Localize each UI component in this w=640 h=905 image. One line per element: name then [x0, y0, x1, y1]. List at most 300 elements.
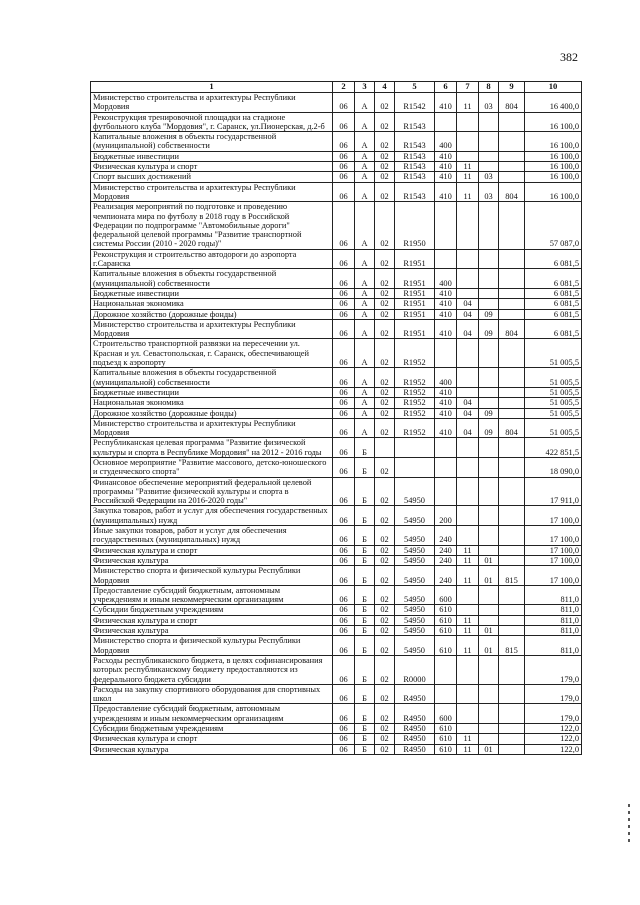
row-name-cell: Субсидии бюджетным учреждениям [91, 724, 333, 734]
column-header: 3 [355, 82, 375, 93]
code-cell [499, 477, 525, 506]
code-cell: 410 [435, 172, 457, 182]
code-cell: 06 [333, 408, 355, 418]
code-cell [479, 151, 499, 161]
code-cell [435, 339, 457, 368]
code-cell: 02 [375, 605, 395, 615]
code-cell: 04 [457, 398, 479, 408]
code-cell [479, 202, 499, 249]
amount-cell: 57 087,0 [525, 202, 582, 249]
code-cell: 11 [457, 182, 479, 202]
code-cell: А [355, 319, 375, 339]
code-cell: R1951 [395, 299, 435, 309]
code-cell: 804 [499, 182, 525, 202]
code-cell: 06 [333, 151, 355, 161]
code-cell: R1543 [395, 151, 435, 161]
code-cell: 610 [435, 744, 457, 754]
code-cell [479, 734, 499, 744]
code-cell: 240 [435, 566, 457, 586]
code-cell: R1950 [395, 202, 435, 249]
code-cell [499, 605, 525, 615]
row-name-cell: Расходы республиканского бюджета, в целях софинансирования которых республиканскому бюджету предоставляются из федерального бюджета субсидии [91, 655, 333, 684]
code-cell: 06 [333, 319, 355, 339]
amount-cell: 811,0 [525, 626, 582, 636]
code-cell: R1542 [395, 93, 435, 113]
row-name-cell: Финансовое обеспечение мероприятий федеральной целевой программы "Развитие физической культуры и спорта в Российской Федерации на 2016-2020 годы" [91, 477, 333, 506]
row-name-cell: Спорт высших достижений [91, 172, 333, 182]
column-header: 4 [375, 82, 395, 93]
table-row [91, 249, 582, 269]
code-cell: Б [355, 477, 375, 506]
code-cell: 02 [375, 655, 395, 684]
code-cell: Б [355, 566, 375, 586]
code-cell: R4950 [395, 724, 435, 734]
amount-cell: 6 081,5 [525, 299, 582, 309]
column-header: 1 [91, 82, 333, 93]
code-cell: 02 [375, 734, 395, 744]
table-row [91, 202, 582, 249]
table-row [91, 585, 582, 605]
code-cell: 06 [333, 506, 355, 526]
code-cell: 04 [457, 408, 479, 418]
code-cell: 06 [333, 162, 355, 172]
code-cell: 06 [333, 684, 355, 704]
code-cell: А [355, 339, 375, 368]
code-cell [457, 387, 479, 397]
code-cell [435, 457, 457, 477]
code-cell: 02 [375, 93, 395, 113]
code-cell: 06 [333, 299, 355, 309]
row-name-cell: Реализация мероприятий по подготовке и проведению чемпионата мира по футболу в 2018 году в Российской Федерации по подпрограмме "Автомобильные дороги" федеральной целевой программы "Развитие транспортной системы России (2010 - 2020 годы)" [91, 202, 333, 249]
code-cell [479, 162, 499, 172]
code-cell: R1951 [395, 309, 435, 319]
code-cell: R1952 [395, 368, 435, 388]
row-name-cell: Строительство транспортной развязки на пересечении ул. Красная и ул. Севастопольская, г. Саранск, обеспечивающей подъезд к аэропорту [91, 339, 333, 368]
code-cell [499, 339, 525, 368]
code-cell: 410 [435, 319, 457, 339]
code-cell: А [355, 151, 375, 161]
table-row [91, 566, 582, 586]
code-cell [457, 457, 479, 477]
row-name-cell: Физическая культура [91, 744, 333, 754]
code-cell: 410 [435, 387, 457, 397]
row-name-cell: Бюджетные инвестиции [91, 387, 333, 397]
amount-cell: 811,0 [525, 605, 582, 615]
code-cell: R1543 [395, 162, 435, 172]
column-header: 2 [333, 82, 355, 93]
code-cell: R1952 [395, 339, 435, 368]
code-cell: 815 [499, 566, 525, 586]
code-cell: 06 [333, 172, 355, 182]
code-cell: 02 [375, 269, 395, 289]
code-cell: 11 [457, 566, 479, 586]
code-cell: 06 [333, 566, 355, 586]
code-cell: А [355, 387, 375, 397]
header-row [91, 82, 582, 93]
amount-cell: 6 081,5 [525, 319, 582, 339]
amount-cell: 51 005,5 [525, 387, 582, 397]
amount-cell: 18 090,0 [525, 457, 582, 477]
column-header: 10 [525, 82, 582, 93]
row-name-cell: Министерство строительства и архитектуры Республики Мордовия [91, 418, 333, 438]
amount-cell: 422 851,5 [525, 438, 582, 458]
code-cell: 610 [435, 605, 457, 615]
code-cell [499, 249, 525, 269]
code-cell: 03 [479, 93, 499, 113]
row-name-cell: Дорожное хозяйство (дорожные фонды) [91, 408, 333, 418]
code-cell [479, 398, 499, 408]
code-cell [499, 655, 525, 684]
code-cell: 02 [375, 151, 395, 161]
table-row [91, 309, 582, 319]
amount-cell: 51 005,5 [525, 418, 582, 438]
code-cell [457, 151, 479, 161]
code-cell: 02 [375, 202, 395, 249]
code-cell: 02 [375, 172, 395, 182]
code-cell [479, 368, 499, 388]
code-cell: 06 [333, 724, 355, 734]
code-cell: Б [355, 555, 375, 565]
code-cell [499, 545, 525, 555]
code-cell: R1543 [395, 182, 435, 202]
code-cell [479, 615, 499, 625]
table-row [91, 172, 582, 182]
code-cell [499, 368, 525, 388]
table-row [91, 734, 582, 744]
amount-cell: 17 100,0 [525, 545, 582, 555]
code-cell: 240 [435, 526, 457, 546]
code-cell [499, 112, 525, 132]
table-row [91, 339, 582, 368]
row-name-cell: Физическая культура и спорт [91, 162, 333, 172]
code-cell: R1951 [395, 319, 435, 339]
row-name-cell: Предоставление субсидий бюджетным, автономным учреждениям и иным некоммерческим организациям [91, 585, 333, 605]
code-cell: Б [355, 526, 375, 546]
code-cell: 06 [333, 387, 355, 397]
code-cell [479, 457, 499, 477]
code-cell: Б [355, 655, 375, 684]
table-row [91, 93, 582, 113]
code-cell: 600 [435, 585, 457, 605]
table-row [91, 398, 582, 408]
code-cell: 06 [333, 398, 355, 408]
code-cell: 02 [375, 545, 395, 555]
code-cell [499, 526, 525, 546]
code-cell: Б [355, 684, 375, 704]
code-cell: 02 [375, 398, 395, 408]
code-cell: 11 [457, 636, 479, 656]
code-cell: 06 [333, 704, 355, 724]
code-cell: 410 [435, 151, 457, 161]
code-cell: 06 [333, 477, 355, 506]
row-name-cell: Бюджетные инвестиции [91, 288, 333, 298]
code-cell [499, 555, 525, 565]
code-cell: Б [355, 457, 375, 477]
code-cell [457, 526, 479, 546]
code-cell [479, 299, 499, 309]
code-cell: 06 [333, 615, 355, 625]
code-cell: 02 [375, 566, 395, 586]
table-row [91, 704, 582, 724]
code-cell: 02 [375, 684, 395, 704]
amount-cell: 17 100,0 [525, 526, 582, 546]
code-cell [457, 506, 479, 526]
code-cell: 06 [333, 132, 355, 152]
code-cell [499, 704, 525, 724]
code-cell [499, 288, 525, 298]
code-cell: 54950 [395, 545, 435, 555]
code-cell: 54950 [395, 605, 435, 615]
code-cell: 02 [375, 636, 395, 656]
code-cell [499, 457, 525, 477]
row-name-cell: Национальная экономика [91, 398, 333, 408]
code-cell [435, 684, 457, 704]
table-row [91, 477, 582, 506]
code-cell: R4950 [395, 684, 435, 704]
table-row [91, 636, 582, 656]
code-cell [499, 615, 525, 625]
table-row [91, 457, 582, 477]
amount-cell: 811,0 [525, 636, 582, 656]
code-cell: 804 [499, 319, 525, 339]
code-cell [499, 387, 525, 397]
code-cell: 410 [435, 309, 457, 319]
code-cell: 11 [457, 93, 479, 113]
row-name-cell: Основное мероприятие "Развитие массового, детско-юношеского и студенческого спорта" [91, 457, 333, 477]
table-row [91, 605, 582, 615]
row-name-cell: Физическая культура [91, 626, 333, 636]
row-name-cell: Национальная экономика [91, 299, 333, 309]
code-cell: 410 [435, 418, 457, 438]
code-cell: 03 [479, 172, 499, 182]
code-cell: R4950 [395, 744, 435, 754]
code-cell: А [355, 202, 375, 249]
table-row [91, 545, 582, 555]
code-cell: 02 [375, 418, 395, 438]
code-cell [479, 269, 499, 289]
code-cell: А [355, 299, 375, 309]
code-cell: А [355, 93, 375, 113]
code-cell: 410 [435, 288, 457, 298]
code-cell: 400 [435, 368, 457, 388]
code-cell: А [355, 408, 375, 418]
code-cell: 09 [479, 408, 499, 418]
code-cell: 804 [499, 418, 525, 438]
code-cell [479, 506, 499, 526]
code-cell [395, 438, 435, 458]
table-row [91, 408, 582, 418]
code-cell [457, 585, 479, 605]
code-cell: А [355, 288, 375, 298]
table-row [91, 319, 582, 339]
amount-cell: 16 400,0 [525, 93, 582, 113]
code-cell [457, 477, 479, 506]
code-cell: 11 [457, 626, 479, 636]
amount-cell: 16 100,0 [525, 182, 582, 202]
code-cell: 02 [375, 319, 395, 339]
amount-cell: 16 100,0 [525, 151, 582, 161]
code-cell: 410 [435, 299, 457, 309]
code-cell: А [355, 182, 375, 202]
code-cell [479, 339, 499, 368]
code-cell: 01 [479, 626, 499, 636]
code-cell [479, 545, 499, 555]
code-cell: 240 [435, 545, 457, 555]
code-cell: А [355, 418, 375, 438]
code-cell [457, 605, 479, 615]
code-cell: 240 [435, 555, 457, 565]
row-name-cell: Иные закупки товаров, работ и услуг для обеспечения государственных (муниципальных) нужд [91, 526, 333, 546]
row-name-cell: Капитальные вложения в объекты государственной (муниципальной) собственности [91, 269, 333, 289]
table-row [91, 506, 582, 526]
code-cell: 04 [457, 319, 479, 339]
code-cell [435, 655, 457, 684]
code-cell [499, 398, 525, 408]
row-name-cell: Республиканская целевая программа "Развитие физической культуры и спорта в Республике Мордовия" на 2012 - 2016 годы [91, 438, 333, 458]
code-cell: 11 [457, 162, 479, 172]
amount-cell: 51 005,5 [525, 368, 582, 388]
amount-cell: 179,0 [525, 655, 582, 684]
code-cell: 06 [333, 636, 355, 656]
code-cell [457, 112, 479, 132]
code-cell: 54950 [395, 566, 435, 586]
row-name-cell: Министерство строительства и архитектуры Республики Мордовия [91, 319, 333, 339]
amount-cell: 51 005,5 [525, 408, 582, 418]
code-cell: А [355, 398, 375, 408]
amount-cell: 16 100,0 [525, 132, 582, 152]
code-cell: 02 [375, 132, 395, 152]
column-header: 7 [457, 82, 479, 93]
code-cell: 01 [479, 744, 499, 754]
row-name-cell: Расходы на закупку спортивного оборудования для спортивных школ [91, 684, 333, 704]
code-cell: R4950 [395, 734, 435, 744]
code-cell [435, 477, 457, 506]
code-cell: 815 [499, 636, 525, 656]
code-cell: 06 [333, 545, 355, 555]
code-cell [479, 585, 499, 605]
code-cell: 54950 [395, 526, 435, 546]
code-cell: 06 [333, 438, 355, 458]
table-row [91, 368, 582, 388]
code-cell: 410 [435, 93, 457, 113]
code-cell: R1543 [395, 172, 435, 182]
code-cell: R1952 [395, 408, 435, 418]
code-cell: 11 [457, 615, 479, 625]
row-name-cell: Капитальные вложения в объекты государственной (муниципальной) собственности [91, 132, 333, 152]
page-number: 382 [560, 50, 578, 64]
code-cell: 06 [333, 526, 355, 546]
code-cell: R1952 [395, 398, 435, 408]
code-cell: 06 [333, 202, 355, 249]
code-cell: 804 [499, 93, 525, 113]
code-cell: А [355, 172, 375, 182]
code-cell: 06 [333, 734, 355, 744]
code-cell: 06 [333, 555, 355, 565]
column-header: 6 [435, 82, 457, 93]
row-name-cell: Субсидии бюджетным учреждениям [91, 605, 333, 615]
row-name-cell: Предоставление субсидий бюджетным, автономным учреждениям и иным некоммерческим организациям [91, 704, 333, 724]
code-cell: R1952 [395, 387, 435, 397]
code-cell: R1951 [395, 249, 435, 269]
code-cell: R4950 [395, 704, 435, 724]
code-cell: 54950 [395, 585, 435, 605]
code-cell [457, 438, 479, 458]
code-cell: 04 [457, 309, 479, 319]
code-cell: Б [355, 636, 375, 656]
code-cell: 54950 [395, 636, 435, 656]
code-cell: 02 [375, 162, 395, 172]
code-cell: 02 [375, 288, 395, 298]
code-cell: 02 [375, 615, 395, 625]
code-cell [479, 288, 499, 298]
code-cell: 610 [435, 734, 457, 744]
row-name-cell: Физическая культура и спорт [91, 734, 333, 744]
row-name-cell: Закупка товаров, работ и услуг для обеспечения государственных (муниципальных) нужд [91, 506, 333, 526]
code-cell: 06 [333, 269, 355, 289]
code-cell: 400 [435, 269, 457, 289]
table-row [91, 744, 582, 754]
code-cell: 06 [333, 626, 355, 636]
row-name-cell: Физическая культура и спорт [91, 615, 333, 625]
code-cell: 03 [479, 182, 499, 202]
amount-cell: 16 100,0 [525, 162, 582, 172]
code-cell [499, 269, 525, 289]
code-cell: 06 [333, 418, 355, 438]
code-cell [479, 605, 499, 615]
code-cell: 610 [435, 615, 457, 625]
code-cell [499, 438, 525, 458]
code-cell: 06 [333, 93, 355, 113]
code-cell: 410 [435, 408, 457, 418]
code-cell [499, 734, 525, 744]
code-cell [457, 249, 479, 269]
code-cell: А [355, 112, 375, 132]
code-cell [457, 202, 479, 249]
code-cell: 02 [375, 408, 395, 418]
code-cell: 02 [375, 112, 395, 132]
row-name-cell: Капитальные вложения в объекты государственной (муниципальной) собственности [91, 368, 333, 388]
row-name-cell: Физическая культура и спорт [91, 545, 333, 555]
amount-cell: 6 081,5 [525, 288, 582, 298]
code-cell: 610 [435, 724, 457, 734]
code-cell: А [355, 162, 375, 172]
code-cell [457, 132, 479, 152]
code-cell [435, 112, 457, 132]
code-cell [499, 162, 525, 172]
code-cell [435, 438, 457, 458]
code-cell: 11 [457, 545, 479, 555]
code-cell: 06 [333, 368, 355, 388]
code-cell: А [355, 269, 375, 289]
code-cell: 02 [375, 387, 395, 397]
row-name-cell: Дорожное хозяйство (дорожные фонды) [91, 309, 333, 319]
amount-cell: 6 081,5 [525, 249, 582, 269]
code-cell: 410 [435, 162, 457, 172]
code-cell [499, 626, 525, 636]
amount-cell: 17 911,0 [525, 477, 582, 506]
amount-cell: 17 100,0 [525, 555, 582, 565]
code-cell: 06 [333, 309, 355, 319]
code-cell [499, 309, 525, 319]
row-name-cell: Министерство спорта и физической культуры Республики Мордовия [91, 566, 333, 586]
code-cell: 410 [435, 182, 457, 202]
amount-cell: 811,0 [525, 615, 582, 625]
code-cell [499, 744, 525, 754]
table-row [91, 724, 582, 734]
code-cell: Б [355, 605, 375, 615]
code-cell [479, 526, 499, 546]
code-cell: 200 [435, 506, 457, 526]
